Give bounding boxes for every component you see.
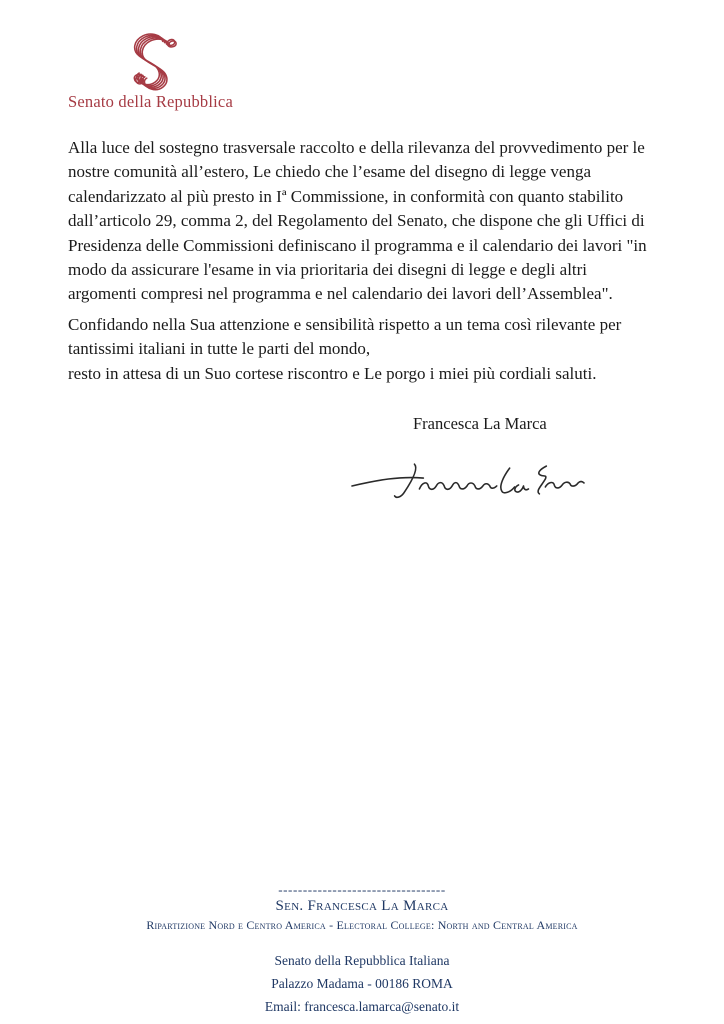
text-line: argomenti compresi nel programma e nel calendario dei lavori dell’Assemblea". bbox=[68, 284, 613, 304]
text-line: nostre comunità all’estero, Le chiedo che l’esame del disegno di legge venga bbox=[68, 162, 592, 182]
senato-logo-icon bbox=[124, 33, 180, 91]
footer-address: Palazzo Madama - 00186 ROMA bbox=[271, 976, 453, 991]
footer-institution: Senato della Repubblica Italiana bbox=[274, 953, 450, 968]
signer-name: Francesca La Marca bbox=[413, 414, 547, 433]
footer-divider: ---------------------------------- bbox=[278, 882, 446, 897]
footer-senator-name: Sen. Francesca La Marca bbox=[275, 898, 449, 914]
text-line: dall’articolo 29, comma 2, del Regolamento del Senato, che dispone che gli Uffici di bbox=[68, 211, 645, 231]
handwritten-signature bbox=[348, 456, 586, 508]
text-line: modo da assicurare l'esame in via prioritaria dei disegni di legge e degli altri bbox=[68, 260, 588, 280]
body-paragraph-2 bbox=[68, 313, 621, 386]
org-name: Senato della Repubblica bbox=[68, 92, 233, 111]
text-line: Alla luce del sostegno trasversale raccolto e della rilevanza del provvedimento per le bbox=[68, 138, 645, 157]
footer-email: Email: francesca.lamarca@senato.it bbox=[264, 999, 460, 1014]
text-line: Presidenza delle Commissioni definiscano il programma e il calendario dei lavori "in bbox=[68, 235, 647, 255]
text-line: Confidando nella Sua attenzione e sensibilità rispetto a un tema così rilevante per bbox=[68, 315, 622, 334]
text-line: tantissimi italiani in tutte le parti del mondo, bbox=[68, 339, 371, 359]
text-line: calendarizzato al più presto in Iª Commissione, in conformità con quanto stabilito bbox=[68, 186, 624, 206]
footer-electoral-district: Ripartizione Nord e Centro America - Electoral College: North and Central America bbox=[146, 918, 578, 932]
body-paragraph-1 bbox=[68, 136, 647, 307]
text-line: resto in attesa di un Suo cortese riscontro e Le porgo i miei più cordiali saluti. bbox=[68, 363, 597, 383]
